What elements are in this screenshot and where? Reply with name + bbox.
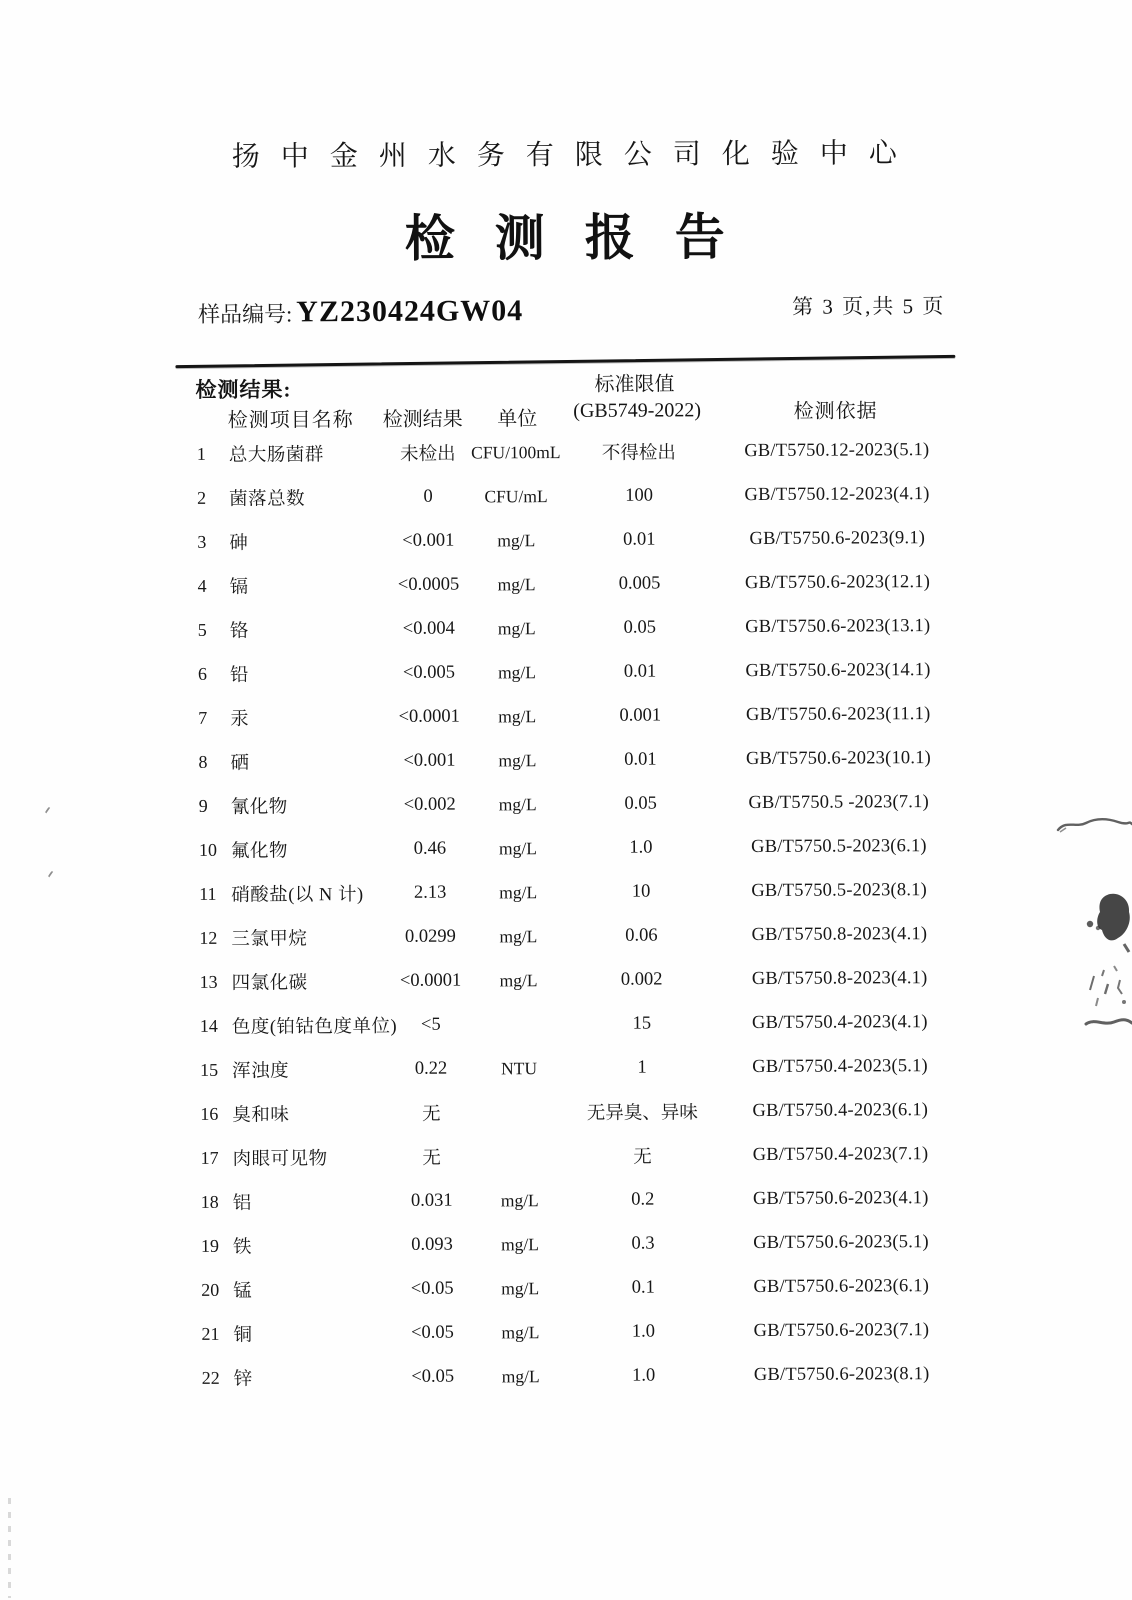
table-row (177, 648, 961, 696)
item-name: 锰 (233, 1281, 253, 1302)
unit-value: mg/L (499, 881, 538, 902)
result-value: <0.05 (411, 1366, 455, 1387)
limit-value: 1.0 (632, 1365, 656, 1386)
table-row (176, 472, 960, 520)
method-value: GB/T5750.6-2023(5.1) (753, 1231, 929, 1253)
result-value: <0.004 (402, 618, 455, 639)
limit-value: 15 (632, 1013, 652, 1034)
limit-value: 100 (625, 485, 654, 506)
unit-value: CFU/mL (484, 485, 548, 506)
unit-value: mg/L (498, 837, 537, 858)
item-name: 锌 (233, 1369, 253, 1390)
limit-value: 0.01 (624, 749, 657, 770)
result-value: 0.46 (413, 838, 447, 859)
item-name: 铝 (232, 1193, 252, 1214)
limit-value: 0.05 (623, 617, 657, 638)
result-value: 未检出 (400, 444, 456, 465)
table-row (179, 956, 963, 1004)
row-number: 4 (197, 575, 207, 596)
table-row (176, 516, 960, 564)
unit-value: mg/L (500, 1233, 540, 1254)
table-row (180, 1220, 964, 1268)
unit-value: mg/L (497, 661, 537, 682)
limit-value: 0.1 (631, 1277, 655, 1298)
limit-value: 不得检出 (601, 443, 676, 464)
unit-value: NTU (501, 1057, 538, 1078)
row-number: 16 (200, 1103, 219, 1124)
report-title: 检测报告 (404, 208, 765, 267)
unit-value: mg/L (497, 529, 536, 550)
table-row (179, 1132, 963, 1180)
result-value: <0.005 (402, 662, 456, 683)
row-number: 11 (199, 883, 217, 904)
method-value: GB/T5750.5-2023(8.1) (751, 879, 928, 901)
item-name: 铁 (232, 1237, 253, 1258)
result-value: <0.002 (403, 794, 456, 815)
limit-value: 0.005 (618, 573, 661, 594)
row-number: 3 (197, 531, 207, 552)
table-row (180, 1308, 964, 1356)
result-value: <0.05 (411, 1322, 454, 1343)
unit-value: mg/L (500, 1189, 539, 1210)
result-value: 0.22 (414, 1058, 448, 1079)
item-name: 氰化物 (230, 797, 288, 818)
table-row (178, 868, 962, 916)
limit-value: 1 (637, 1057, 647, 1078)
sample-number-line (198, 294, 523, 330)
unit-value: mg/L (501, 1365, 540, 1386)
meta-row (0, 283, 1131, 329)
table-row (176, 560, 960, 608)
method-value: GB/T5750.4-2023(5.1) (752, 1055, 928, 1077)
table-row (178, 780, 962, 828)
method-value: GB/T5750.4-2023(7.1) (752, 1143, 929, 1165)
row-number: 1 (196, 443, 206, 464)
sample-number-value: YZ230424GW04 (296, 294, 524, 329)
unit-value: mg/L (497, 617, 536, 638)
method-value: GB/T5750.8-2023(4.1) (751, 923, 928, 945)
method-value: GB/T5750.6-2023(12.1) (744, 571, 931, 593)
result-value: 无 (422, 1104, 441, 1125)
item-name: 总大肠菌群 (228, 445, 324, 466)
method-value: GB/T5750.5 -2023(7.1) (748, 791, 929, 813)
column-header-method: 检测依据 (793, 400, 878, 423)
result-value: 无 (422, 1148, 441, 1169)
limit-value: 无异臭、异味 (586, 1103, 698, 1124)
method-value: GB/T5750.6-2023(8.1) (753, 1363, 930, 1385)
result-value: <0.05 (410, 1278, 454, 1299)
method-value: GB/T5750.6-2023(6.1) (753, 1275, 930, 1297)
method-value: GB/T5750.6-2023(13.1) (745, 615, 931, 637)
item-name: 菌落总数 (229, 489, 306, 510)
limit-value: 0.001 (619, 705, 662, 726)
page-indicator: 第 3 页,共 5 页 (792, 294, 946, 319)
limit-value: 无 (633, 1147, 652, 1168)
result-value: <0.0001 (398, 706, 460, 727)
table-row (177, 736, 961, 784)
method-value: GB/T5750.8-2023(4.1) (751, 967, 928, 989)
row-number: 17 (200, 1147, 219, 1168)
row-number: 12 (199, 927, 218, 948)
results-section-label: 检测结果: (195, 377, 292, 402)
limit-value: 0.2 (631, 1189, 655, 1210)
result-value: 2.13 (413, 882, 447, 903)
result-value: 0.0299 (404, 926, 456, 947)
item-name: 氟化物 (230, 841, 289, 862)
item-name: 色度(铂钴色度单位) (231, 1016, 398, 1038)
method-value: GB/T5750.6-2023(10.1) (745, 747, 932, 769)
result-value: 0.031 (410, 1190, 453, 1211)
item-name: 肉眼可见物 (232, 1149, 328, 1170)
table-row (181, 1352, 965, 1400)
table-row (180, 1264, 964, 1312)
unit-value: mg/L (499, 925, 538, 946)
limit-value: 1.0 (631, 1321, 656, 1342)
limit-value: 1.0 (629, 837, 653, 858)
row-number: 5 (197, 619, 207, 640)
table-row (180, 1176, 964, 1224)
limit-value: 0.06 (625, 925, 658, 946)
row-number: 22 (201, 1367, 220, 1388)
item-name: 三氯甲烷 (231, 929, 308, 950)
item-name: 铬 (229, 621, 249, 642)
table-row (179, 1044, 963, 1092)
row-number: 2 (197, 487, 207, 508)
method-value: GB/T5750.4-2023(4.1) (751, 1011, 928, 1033)
column-header-limit-line1: 标准限值 (594, 373, 675, 396)
method-value: GB/T5750.4-2023(6.1) (752, 1099, 929, 1121)
column-header-item-name: 检测项目名称 (227, 409, 354, 432)
row-number: 10 (198, 839, 217, 860)
unit-value: mg/L (497, 573, 536, 594)
table-row (177, 604, 961, 652)
unit-value: mg/L (501, 1321, 540, 1342)
table-row (179, 1088, 963, 1136)
row-number: 18 (200, 1191, 219, 1212)
result-value: <0.001 (402, 530, 455, 551)
method-value: GB/T5750.6-2023(4.1) (752, 1187, 929, 1209)
table-row (179, 1000, 963, 1048)
row-number: 20 (201, 1279, 220, 1300)
table-row (176, 428, 960, 476)
table-row (178, 824, 962, 872)
unit-value: mg/L (501, 1277, 540, 1298)
item-name: 硒 (230, 753, 250, 774)
result-value: <0.0005 (397, 574, 460, 595)
unit-value: mg/L (499, 969, 538, 990)
result-value: <5 (420, 1014, 441, 1035)
row-number: 14 (199, 1015, 218, 1036)
column-header-unit: 单位 (497, 408, 538, 431)
unit-value (471, 1112, 567, 1113)
item-name: 砷 (229, 533, 249, 554)
limit-value: 0.01 (623, 529, 656, 550)
unit-value: mg/L (498, 793, 537, 814)
unit-value: mg/L (498, 749, 537, 770)
item-name: 镉 (229, 577, 249, 598)
unit-value (472, 1156, 568, 1157)
item-name: 四氯化碳 (231, 973, 308, 994)
org-title: 扬中金州水务有限公司化验中心 (231, 138, 918, 173)
limit-value: 0.01 (623, 661, 657, 682)
results-table-body (176, 428, 965, 1400)
unit-value: mg/L (498, 705, 537, 726)
table-row (177, 692, 961, 740)
column-header-limit-line2: (GB5749-2022) (573, 399, 702, 422)
unit-value (471, 1024, 567, 1025)
row-number: 8 (198, 751, 208, 772)
header-rule (175, 355, 955, 368)
item-name: 浑浊度 (232, 1061, 290, 1082)
row-number: 9 (198, 795, 208, 816)
method-value: GB/T5750.6-2023(7.1) (753, 1319, 930, 1341)
result-value: 0.093 (411, 1234, 453, 1255)
row-number: 21 (201, 1323, 220, 1344)
unit-value: CFU/100mL (471, 441, 561, 462)
item-name: 铜 (233, 1325, 253, 1346)
method-value: GB/T5750.6-2023(11.1) (745, 703, 931, 725)
row-number: 15 (200, 1059, 219, 1080)
row-number: 6 (197, 663, 208, 684)
limit-value: 10 (631, 881, 651, 902)
item-name: 硝酸盐(以 N 计) (231, 885, 364, 906)
method-value: GB/T5750.6-2023(9.1) (749, 527, 926, 549)
row-number: 19 (200, 1235, 220, 1256)
item-name: 铅 (229, 665, 250, 686)
limit-value: 0.05 (624, 793, 657, 814)
item-name: 汞 (230, 709, 250, 730)
result-value: <0.0001 (399, 970, 462, 991)
limit-value: 0.3 (631, 1233, 655, 1254)
result-value: <0.001 (403, 750, 456, 771)
item-name: 臭和味 (232, 1105, 290, 1126)
row-number: 7 (198, 707, 208, 728)
limit-value: 0.002 (620, 969, 663, 990)
table-row (178, 912, 962, 960)
result-value: 0 (423, 486, 433, 507)
method-value: GB/T5750.6-2023(14.1) (745, 659, 931, 681)
method-value: GB/T5750.12-2023(5.1) (744, 439, 930, 461)
row-number: 13 (199, 971, 218, 992)
method-value: GB/T5750.12-2023(4.1) (744, 483, 930, 505)
method-value: GB/T5750.5-2023(6.1) (751, 835, 927, 857)
sample-number-label: 样品编号: (198, 301, 293, 327)
column-header-result: 检测结果 (382, 408, 463, 431)
